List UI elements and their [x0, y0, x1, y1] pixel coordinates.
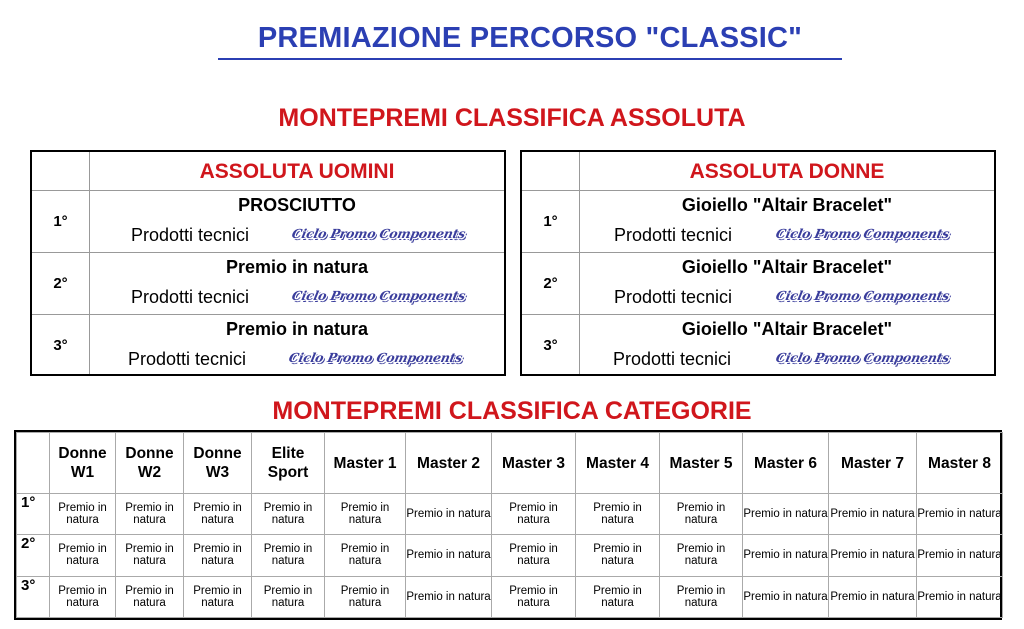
- ciclo-promo-logo: Ciclo Promo Components: [290, 288, 467, 303]
- table-cell: Premio in natura: [406, 535, 492, 576]
- prize-label: Premio in natura: [225, 257, 369, 277]
- table-cell: Premio in natura: [50, 494, 116, 535]
- column-header: Donne W1: [50, 433, 116, 494]
- table-cell: Premio in natura: [406, 576, 492, 617]
- column-header: Master 8: [917, 433, 1003, 494]
- table-cell: Premio in natura: [116, 494, 184, 535]
- overall-women-header: ASSOLUTA DONNE: [689, 160, 885, 183]
- ciclo-promo-logo: Ciclo Promo Components: [287, 350, 464, 365]
- table-cell: Premio in natura: [743, 576, 829, 617]
- table-cell: Premio in natura: [252, 535, 325, 576]
- prize-label: Gioiello "Altair Bracelet": [681, 257, 893, 277]
- tech-products-label: Prodotti tecnici: [131, 225, 250, 245]
- table-row: [17, 576, 1003, 617]
- ciclo-promo-logo: Ciclo Promo Components: [774, 288, 951, 303]
- column-header: Master 6: [743, 433, 829, 494]
- table-cell: Premio in natura: [184, 494, 252, 535]
- table-cell: Premio in natura: [917, 535, 1003, 576]
- categories-section-title: MONTEPREMI CLASSIFICA CATEGORIE: [272, 397, 752, 425]
- table-cell: Premio in natura: [325, 535, 406, 576]
- tech-products-label: Prodotti tecnici: [614, 287, 733, 307]
- position-label: 1°: [17, 494, 50, 535]
- position-label: 3°: [543, 337, 558, 354]
- table-cell: Premio in natura: [576, 494, 660, 535]
- table-cell: Premio in natura: [50, 535, 116, 576]
- overall-men-row: [32, 191, 504, 253]
- table-cell: Premio in natura: [743, 535, 829, 576]
- table-cell: Premio in natura: [660, 494, 743, 535]
- prize-label: PROSCIUTTO: [238, 195, 356, 215]
- overall-women-row: [522, 191, 994, 253]
- table-cell: Premio in natura: [492, 535, 576, 576]
- prize-label: Gioiello "Altair Bracelet": [681, 319, 893, 339]
- tech-products-label: Prodotti tecnici: [128, 349, 247, 369]
- position-label: 2°: [543, 275, 558, 292]
- table-cell: Premio in natura: [252, 494, 325, 535]
- table-cell: Premio in natura: [829, 494, 917, 535]
- column-header: Master 7: [829, 433, 917, 494]
- position-label: 3°: [53, 337, 68, 354]
- prize-label: Premio in natura: [225, 319, 369, 339]
- table-cell: Premio in natura: [184, 535, 252, 576]
- table-cell: Premio in natura: [325, 494, 406, 535]
- overall-men-table: [30, 150, 506, 376]
- title-underline: [218, 58, 842, 60]
- overall-women-row: [522, 315, 994, 377]
- table-cell: Premio in natura: [576, 535, 660, 576]
- position-label: 2°: [17, 535, 50, 576]
- table-cell: Premio in natura: [406, 494, 492, 535]
- tech-products-label: Prodotti tecnici: [614, 225, 733, 245]
- tech-products-label: Prodotti tecnici: [613, 349, 732, 369]
- prize-label: Gioiello "Altair Bracelet": [681, 195, 893, 215]
- table-cell: Premio in natura: [660, 576, 743, 617]
- column-header: Master 3: [492, 433, 576, 494]
- column-header: Master 4: [576, 433, 660, 494]
- table-row: [17, 535, 1003, 576]
- table-cell: Premio in natura: [116, 535, 184, 576]
- column-header: Master 5: [660, 433, 743, 494]
- table-cell: Premio in natura: [743, 494, 829, 535]
- position-label: 1°: [53, 213, 68, 230]
- position-label: 2°: [53, 275, 68, 292]
- table-row: [17, 494, 1003, 535]
- column-header: Donne W2: [116, 433, 184, 494]
- corner-cell: [17, 433, 50, 494]
- position-label: 3°: [17, 576, 50, 617]
- tech-products-label: Prodotti tecnici: [131, 287, 250, 307]
- overall-men-row: [32, 253, 504, 315]
- overall-women-row: [522, 253, 994, 315]
- overall-women-table: [520, 150, 996, 376]
- categories-table: [14, 430, 1002, 620]
- ciclo-promo-logo: Ciclo Promo Components: [774, 226, 951, 241]
- table-cell: Premio in natura: [492, 494, 576, 535]
- table-cell: Premio in natura: [576, 576, 660, 617]
- overall-section-title: MONTEPREMI CLASSIFICA ASSOLUTA: [278, 104, 746, 132]
- table-cell: Premio in natura: [252, 576, 325, 617]
- column-header: Donne W3: [184, 433, 252, 494]
- table-cell: Premio in natura: [184, 576, 252, 617]
- categories-header-row: [17, 433, 1003, 494]
- table-cell: Premio in natura: [660, 535, 743, 576]
- column-header: Master 2: [406, 433, 492, 494]
- table-cell: Premio in natura: [829, 576, 917, 617]
- overall-men-header: ASSOLUTA UOMINI: [199, 160, 395, 183]
- table-cell: Premio in natura: [116, 576, 184, 617]
- ciclo-promo-logo: Ciclo Promo Components: [290, 226, 467, 241]
- table-cell: Premio in natura: [325, 576, 406, 617]
- table-cell: Premio in natura: [50, 576, 116, 617]
- overall-men-row: [32, 315, 504, 377]
- table-cell: Premio in natura: [492, 576, 576, 617]
- table-cell: Premio in natura: [917, 576, 1003, 617]
- table-cell: Premio in natura: [829, 535, 917, 576]
- column-header: Elite Sport: [252, 433, 325, 494]
- page-title: PREMIAZIONE PERCORSO "CLASSIC": [257, 22, 803, 54]
- column-header: Master 1: [325, 433, 406, 494]
- table-cell: Premio in natura: [917, 494, 1003, 535]
- ciclo-promo-logo: Ciclo Promo Components: [774, 350, 951, 365]
- position-label: 1°: [543, 213, 558, 230]
